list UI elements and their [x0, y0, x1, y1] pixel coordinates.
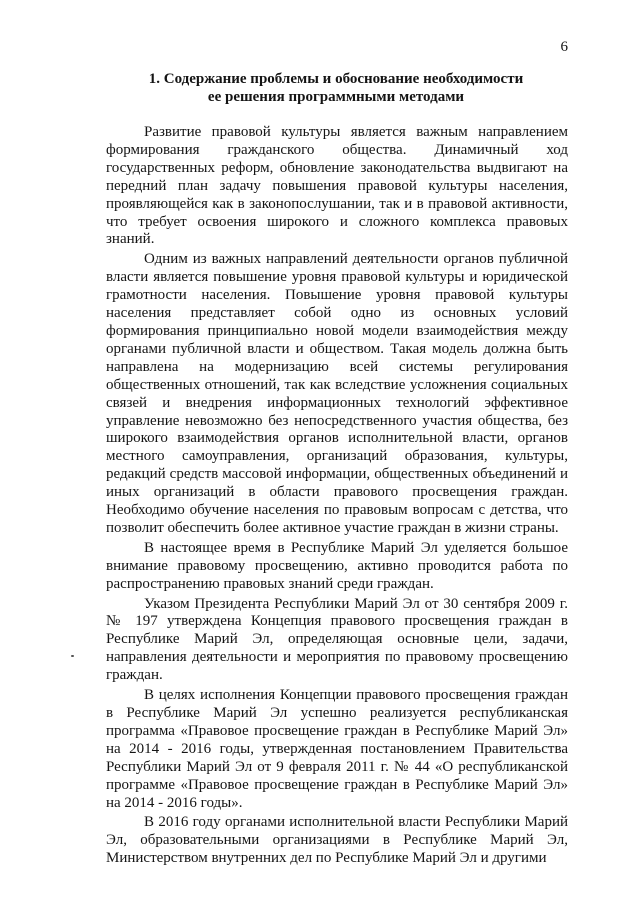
page-number: 6	[560, 39, 568, 55]
paragraph: В 2016 году органами исполнительной власти Республики Марий Эл, образовательными организациями в Республике Марий Эл, Министерством внутренних дел по Республике Марий Эл и другими	[106, 814, 568, 867]
section-heading-line-1: 1. Содержание проблемы и обоснование необходимости	[148, 71, 524, 87]
paragraph: В настоящее время в Республике Марий Эл уделяется большое внимание правовому просвещению, активно проводится работа по распространению правовых знаний среди граждан.	[106, 539, 568, 592]
margin-dot	[71, 655, 74, 657]
body-text	[106, 124, 568, 870]
paragraph: Развитие правовой культуры является важным направлением формирования гражданского общества. Динамичный ход государственных реформ, обновление законодательства выдвигают на передний план задачу повышения правовой культуры населения, проявляющейся как в законопослушании, так и в правовой активности, что требует освоения широкого и сложного комплекса правовых знаний.	[106, 124, 568, 248]
paragraph: Указом Президента Республики Марий Эл от 30 сентября 2009 г. № 197 утверждена Концепция правового просвещения граждан в Республике Марий Эл, определяющая основные цели, задачи, направления деятельности и мероприятия по правовому просвещению граждан.	[106, 595, 568, 684]
paragraph: Одним из важных направлений деятельности органов публичной власти является повышение уровня правовой культуры и юридической грамотности населения. Повышение уровня правовой культуры населения представляет собой одно из основных условий формирования принципиально новой модели взаимодействия между органами публичной власти и обществом. Такая модель должна быть направлена на модернизацию всей системы регулирования общественных отношений, так как вследствие усложнения социальных связей и внедрения информационных технологий эффективное управление невозможно без непосредственного участия общества, без широкого взаимодействия органов исполнительной власти, органов местного самоуправления, организаций образования, культуры, редакций средств массовой информации, общественных объединений и иных организаций в области правового просвещения граждан. Необходимо обучение населения по правовым вопросам с детства, что позволит обеспечить более активное участие граждан в жизни страны.	[106, 251, 568, 536]
paragraph: В целях исполнения Концепции правового просвещения граждан в Республике Марий Эл успешно реализуется республиканская программа «Правовое просвещение граждан в Республике Марий Эл» на 2014 - 2016 годы, утвержденная постановлением Правительства Республики Марий Эл от 9 февраля 2011 г. № 44 «О республиканской программе «Правовое просвещение граждан в Республике Марий Эл» на 2014 - 2016 годы».	[106, 687, 568, 811]
section-heading-line-2: ее решения программными методами	[207, 89, 465, 105]
section-heading	[106, 70, 566, 106]
